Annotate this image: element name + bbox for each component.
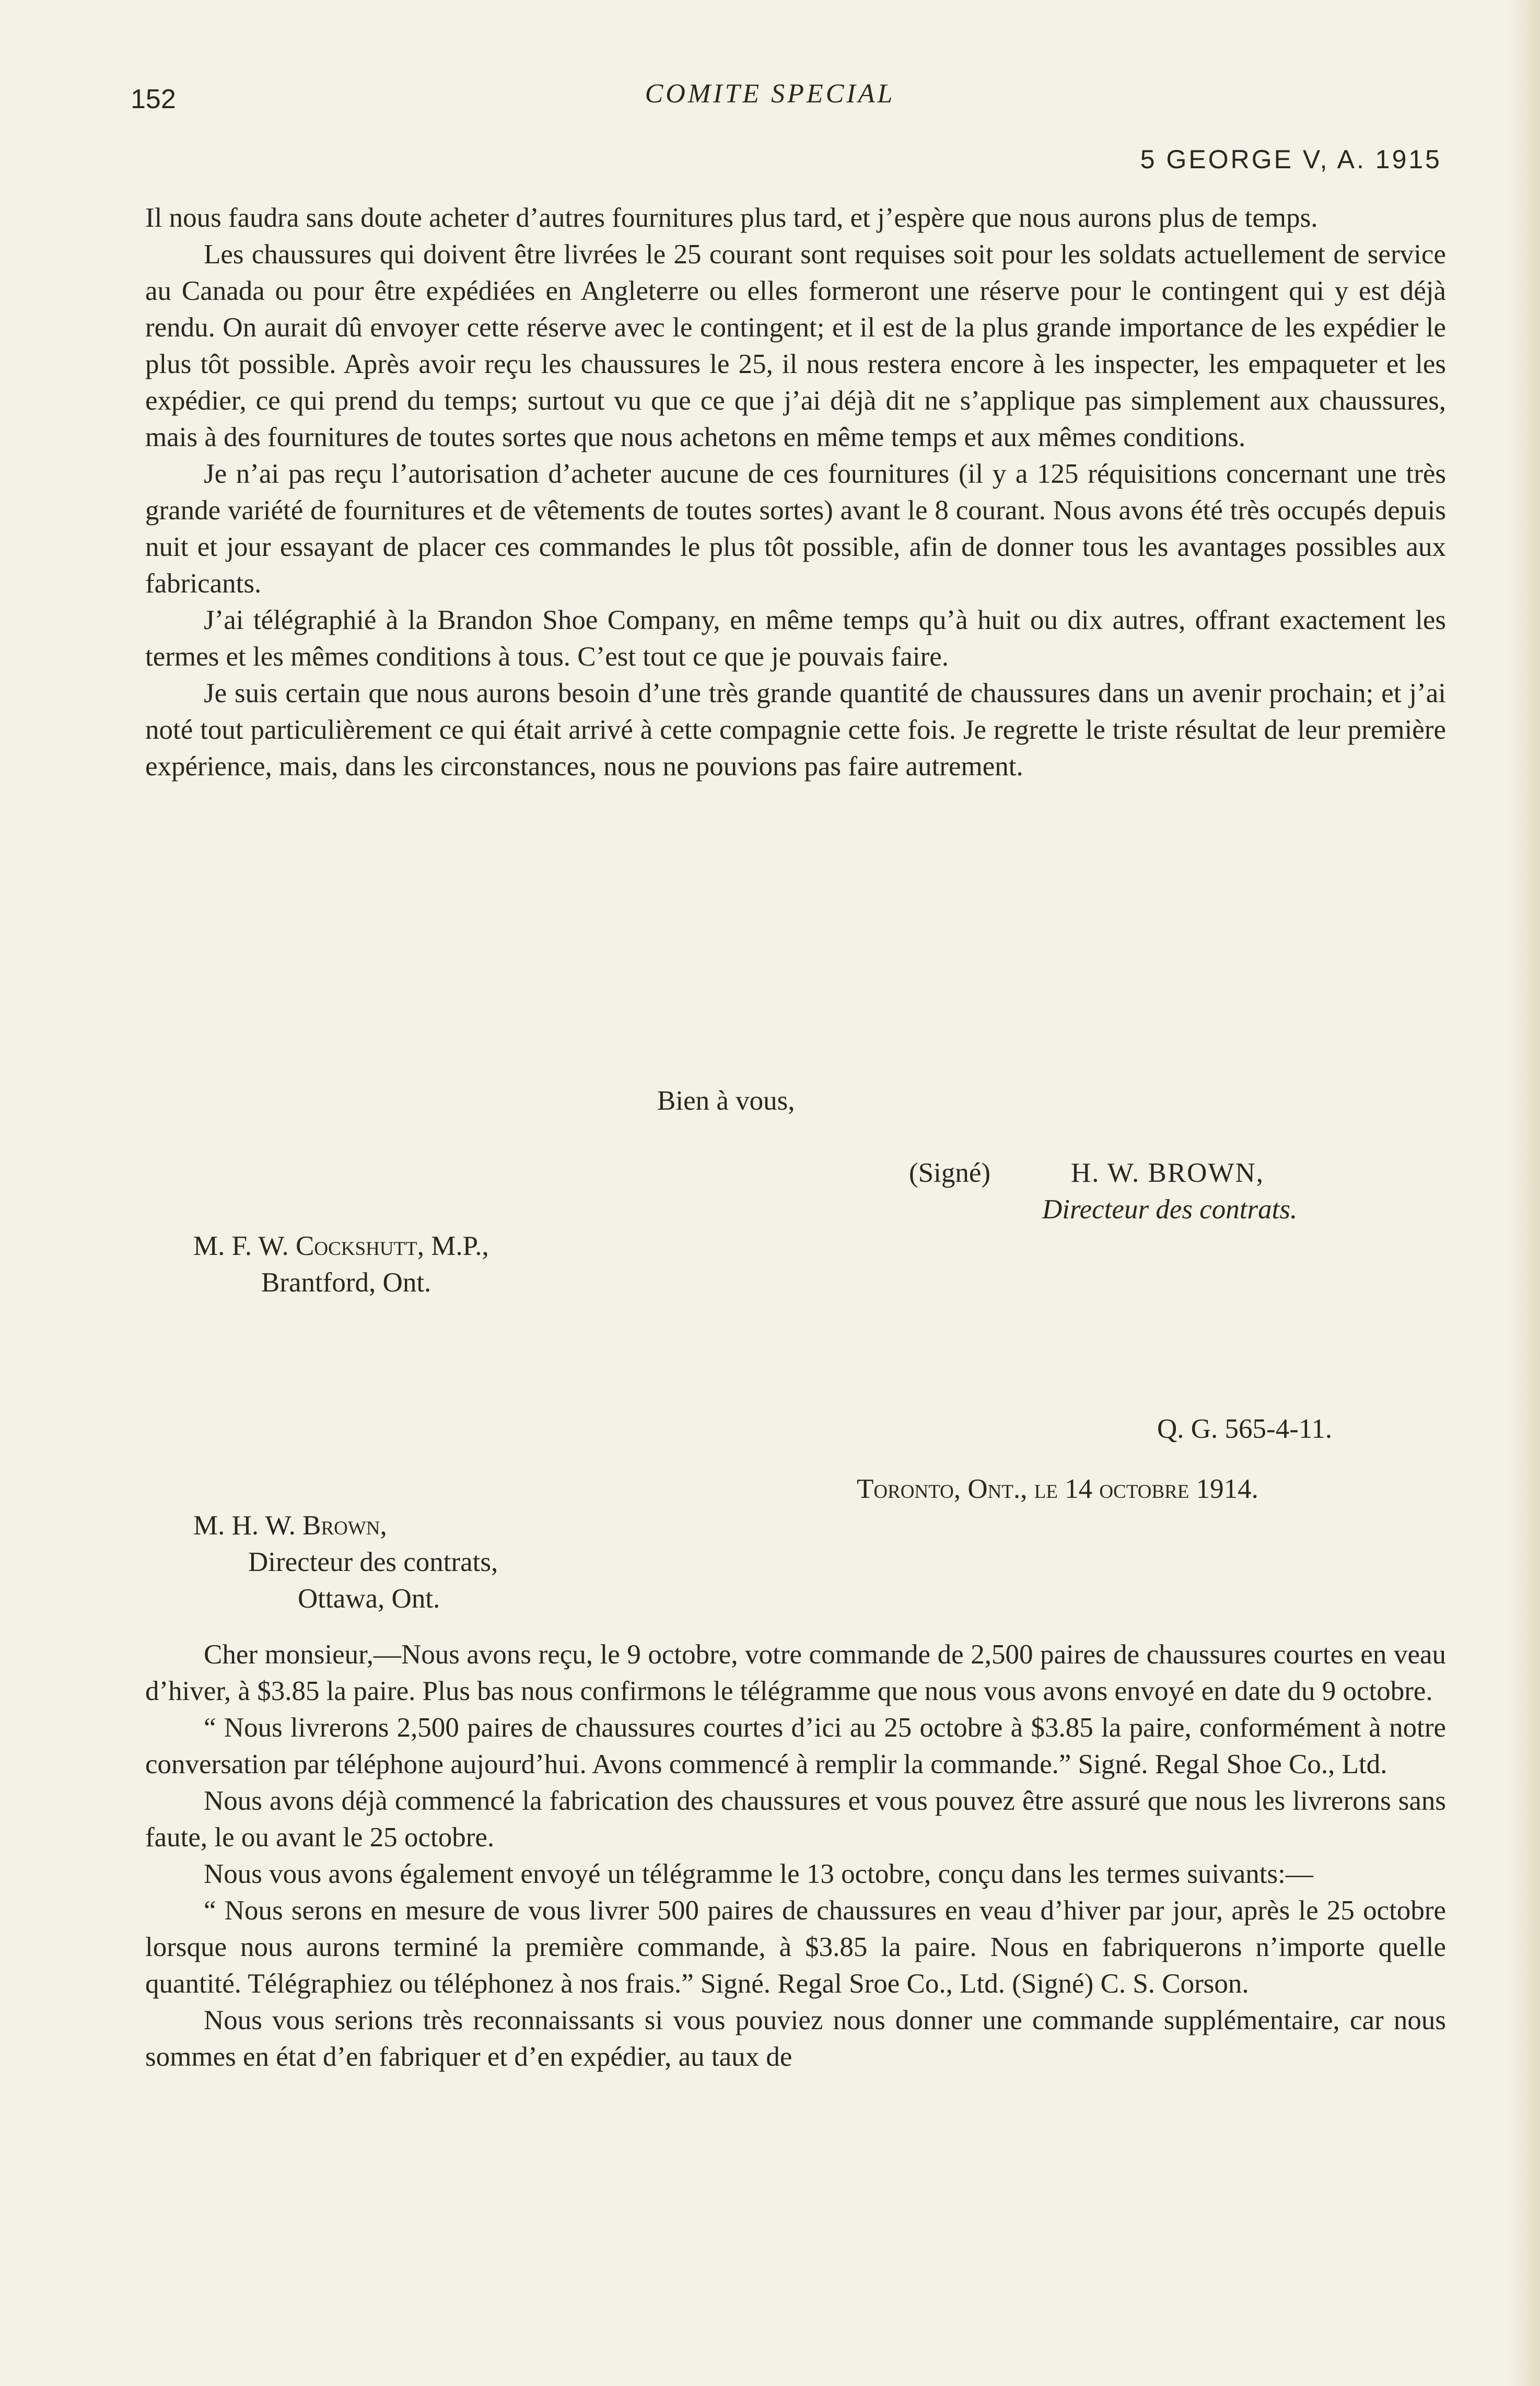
letter1-body xyxy=(145,200,1446,785)
letter1-addressee-place: Brantford, Ont. xyxy=(261,1267,431,1298)
letter2-paragraph: Nous vous avons également envoyé un télégramme le 13 octobre, conçu dans les termes suivants:— xyxy=(204,1859,1313,1889)
letter2-body xyxy=(145,1636,1446,2075)
letter2-paragraph: Cher monsieur,—Nous avons reçu, le 9 octobre, votre commande de 2,500 paires de chaussures courtes en veau d’hiver, à $3.85 la paire. Plus bas nous confirmons le télégramme que nous vous avons envoyé en date du 9 octobre. xyxy=(145,1639,1446,1706)
running-title: COMITE SPECIAL xyxy=(645,79,895,109)
letter1-addressee-name: M. F. W. Cockshutt, M.P., xyxy=(193,1231,489,1261)
letter2-addressee-title: Directeur des contrats, xyxy=(248,1547,498,1577)
session-reference: 5 GEORGE V, A. 1915 xyxy=(1140,145,1442,174)
letter1-closing: Bien à vous, xyxy=(657,1086,795,1116)
letter1-paragraph: Je suis certain que nous aurons besoin d’une très grande quantité de chaussures dans un avenir prochain; et j’ai noté tout particulièrement ce qui était arrivé à cette compagnie cette fois. Je regrette le triste résultat de leur première expérience, mais, dans les circonstances, nous ne pouvions pas faire autrement. xyxy=(145,678,1446,782)
letter2-addressee-place: Ottawa, Ont. xyxy=(298,1584,440,1614)
letter1-paragraph: Je n’ai pas reçu l’autorisation d’acheter aucune de ces fournitures (il y a 125 réquisitions concernant une très grande variété de fournitures et de vêtements de toutes sortes) avant le 8 courant. Nous avons été très occupés depuis nuit et jour essayant de placer ces commandes le plus tôt possible, afin de donner tous les avantages possibles aux fabricants. xyxy=(145,459,1446,599)
letter2-paragraph: “ Nous livrerons 2,500 paires de chaussures courtes d’ici au 25 octobre à $3.85 la paire, conformément à notre conversation par téléphone aujourd’hui. Avons commencé à remplir la commande.” Signé. Regal Shoe Co., Ltd. xyxy=(145,1713,1446,1779)
letter1-signed-prefix: (Signé) xyxy=(909,1158,991,1188)
letter2-place-date: Toronto, Ont., le 14 octobre 1914. xyxy=(857,1474,1258,1504)
letter2-reference: Q. G. 565-4-11. xyxy=(1157,1414,1333,1444)
letter2-paragraph: Nous avons déjà commencé la fabrication des chaussures et vous pouvez être assuré que nous les livrerons sans faute, le ou avant le 25 octobre. xyxy=(145,1786,1446,1853)
letter1-signer: H. W. BROWN, xyxy=(1071,1158,1265,1188)
letter1-signer-title: Directeur des contrats. xyxy=(1042,1194,1298,1225)
letter2-addressee-name: M. H. W. Brown, xyxy=(193,1510,387,1541)
letter2-paragraph: Nous vous serions très reconnaissants si vous pouviez nous donner une commande supplémentaire, car nous sommes en état d’en fabriquer et d’en expédier, au taux de xyxy=(145,2005,1446,2072)
page-edge-shadow xyxy=(1509,0,1540,2386)
letter1-paragraph: Il nous faudra sans doute acheter d’autres fournitures plus tard, et j’espère que nous aurons plus de temps. xyxy=(145,203,1318,233)
letter1-paragraph: Les chaussures qui doivent être livrées le 25 courant sont requises soit pour les soldats actuellement de service au Canada ou pour être expédiées en Angleterre ou elles formeront une réserve pour le contingent qui y est déjà rendu. On aurait dû envoyer cette réserve avec le contingent; et il est de la plus grande importance de les expédier le plus tôt possible. Après avoir reçu les chaussures le 25, il nous restera encore à les inspecter, les empaqueter et les expédier, ce qui prend du temps; surtout vu que ce que j’ai déjà dit ne s’applique pas simplement aux chaussures, mais à des fournitures de toutes sortes que nous achetons en même temps et aux mêmes conditions. xyxy=(145,239,1446,452)
letter2-paragraph: “ Nous serons en mesure de vous livrer 500 paires de chaussures en veau d’hiver par jour, après le 25 octobre lorsque nous aurons terminé la première commande, à $3.85 la paire. Nous en fabriquerons n’importe quelle quantité. Télégraphiez ou téléphonez à nos frais.” Signé. Regal Sroe Co., Ltd. (Signé) C. S. Corson. xyxy=(145,1895,1446,1999)
page-number: 152 xyxy=(131,84,176,114)
letter1-paragraph: J’ai télégraphié à la Brandon Shoe Company, en même temps qu’à huit ou dix autres, offrant exactement les termes et les mêmes conditions à tous. C’est tout ce que je pouvais faire. xyxy=(145,605,1446,672)
